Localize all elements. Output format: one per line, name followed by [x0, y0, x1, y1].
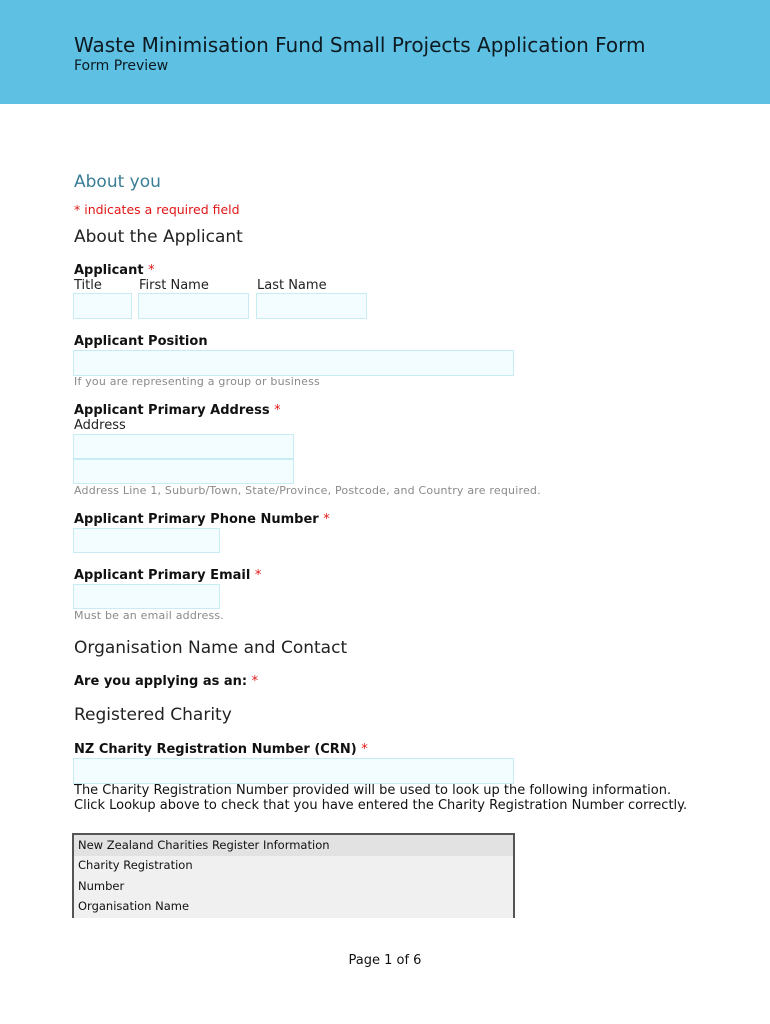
- required-star: *: [254, 568, 262, 583]
- required-star: *: [148, 263, 155, 278]
- applicant-phone-input[interactable]: [73, 528, 220, 553]
- registered-charity-heading: Registered Charity: [74, 705, 232, 725]
- required-star: *: [251, 674, 259, 689]
- address-hint: Address Line 1, Suburb/Town, State/Province, Postcode, and Country are required.: [74, 484, 541, 497]
- applicant-position-input[interactable]: [73, 350, 514, 376]
- lookup-row: Charity Registration: [78, 858, 193, 872]
- last-name-input[interactable]: [256, 293, 367, 319]
- page-number: Page 1 of 6: [348, 953, 422, 968]
- applicant-email-hint: Must be an email address.: [74, 609, 225, 622]
- applicant-phone-label: Applicant Primary Phone Number *: [74, 512, 330, 527]
- title-input[interactable]: [73, 293, 132, 319]
- address-line-input[interactable]: [73, 434, 294, 459]
- organisation-heading: Organisation Name and Contact: [74, 638, 348, 658]
- required-star: *: [323, 512, 330, 527]
- required-star: *: [274, 403, 281, 418]
- crn-input[interactable]: [73, 758, 514, 784]
- lookup-header: New Zealand Charities Register Information: [78, 838, 330, 852]
- applicant-position-hint: If you are representing a group or business: [74, 375, 320, 388]
- charity-lookup-table: [72, 833, 515, 918]
- lookup-row: Number: [78, 879, 125, 893]
- applicant-email-label: Applicant Primary Email *: [74, 568, 262, 583]
- form-title: Waste Minimisation Fund Small Projects Application Form: [74, 33, 646, 57]
- first-name-label: First Name: [139, 278, 209, 293]
- applicant-address-label: Applicant Primary Address *: [74, 403, 281, 418]
- required-star: *: [361, 742, 368, 757]
- applying-as-label: Are you applying as an: *: [74, 674, 259, 689]
- address-sublabel: Address: [74, 418, 126, 433]
- form-header: [0, 0, 770, 104]
- applicant-email-input[interactable]: [73, 584, 220, 609]
- section-title: About you: [74, 172, 161, 192]
- title-label: Title: [74, 278, 102, 293]
- required-note: * indicates a required field: [74, 202, 240, 217]
- crn-description: The Charity Registration Number provided will be used to look up the following information. Click Lookup above to check that you have entered the Charity Registration Number correctly.: [74, 783, 688, 813]
- crn-label: NZ Charity Registration Number (CRN) *: [74, 742, 368, 757]
- applicant-position-label: Applicant Position: [74, 334, 208, 349]
- lookup-row: Organisation Name: [78, 899, 190, 913]
- applicant-label: Applicant *: [74, 263, 155, 278]
- address-suburb-input[interactable]: [73, 459, 294, 484]
- first-name-input[interactable]: [138, 293, 249, 319]
- about-applicant-heading: About the Applicant: [74, 227, 243, 247]
- form-subtitle: Form Preview: [74, 58, 169, 74]
- last-name-label: Last Name: [257, 278, 327, 293]
